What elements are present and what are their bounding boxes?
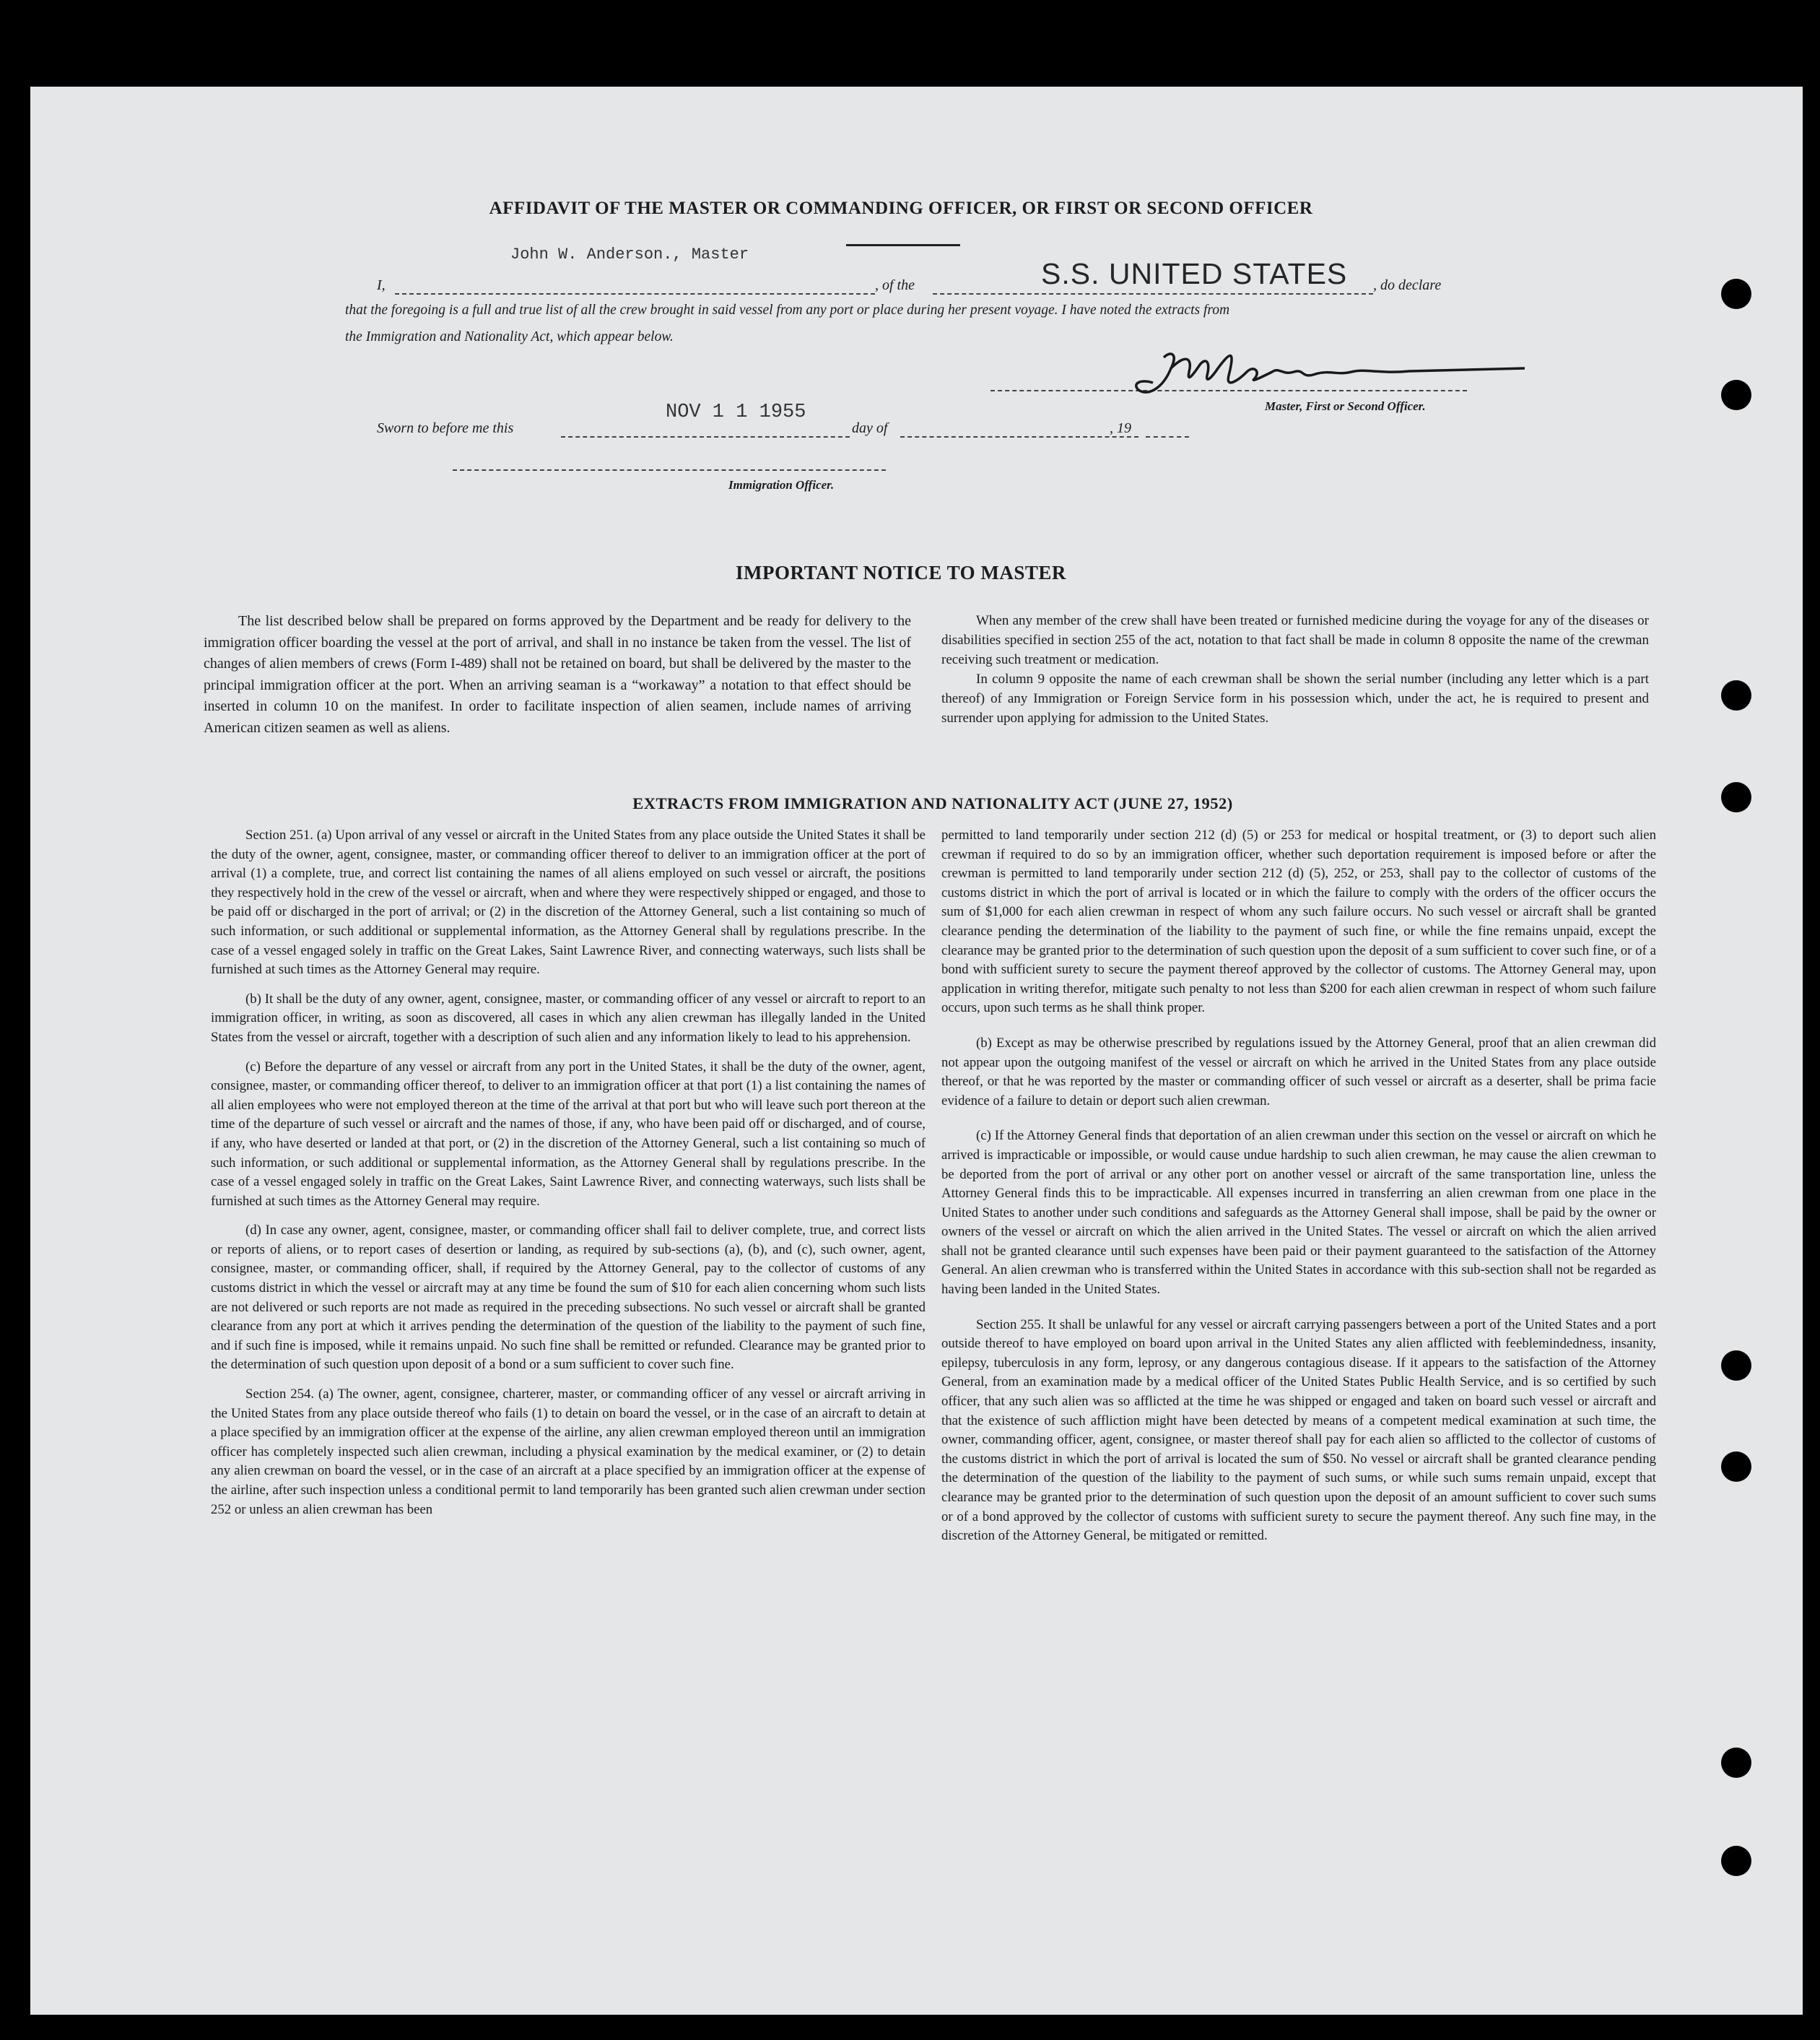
vessel-name: S.S. UNITED STATES bbox=[1041, 257, 1348, 290]
section-254a: Section 254. (a) The owner, agent, consignee, charterer, master, or commanding officer of any vessel or aircraft arriving in the United States from any place outside thereof who fails (1) to detain on board the vessel, or in the case of an aircraft to detain at a place specified by an immigration officer at the expense of the airline, any alien crewman employed thereon until an immigration officer has completely inspected such alien crewman, including a physical examination by the medical examiner, or (2) to detain any alien crewman on board the vessel, or in the case of an aircraft at a place specified by an immigration officer at the expense of the airline, after such inspection unless a conditional permit to land temporarily has been granted such alien crewman under section 252 or unless an alien crewman has been bbox=[211, 1386, 926, 1517]
section-251d: (d) In case any owner, agent, consignee, master, or commanding officer shall fail to deliver complete, true, and correct lists or reports of aliens, or to report cases of desertion or landing, as required by sub-sections (a), (b), and (c), such owner, agent, consignee, master, or commanding officer, shall, if required by the Attorney General, pay to the collector of customs of any customs district in which the vessel or aircraft may at any time be found the sum of $10 for each alien concerning whom such lists are not delivered or such reports are not made as required in the preceding subsections. No such vessel or aircraft shall be granted clearance from any port at which it arrives pending the determination of the question of the liability to the payment of such fine, and if such fine is imposed, while it remains unpaid. No such fine shall be remitted or refunded. Clearance may be granted prior to the determination of such question upon deposit of a bond or a sum sufficient to cover such fine. bbox=[211, 1223, 926, 1373]
punch-hole-8 bbox=[1721, 1846, 1751, 1876]
extracts-title: EXTRACTS FROM IMMIGRATION AND NATIONALITY ACT (JUNE 27, 1952) bbox=[632, 794, 1233, 812]
section-255: Section 255. It shall be unlawful for any vessel or aircraft carrying passengers between a port of the United States and a port outside thereof to have employed on board upon arrival in the United States any alien afflicted with feeblemindedness, insanity, epilepsy, tuberculosis in any form, leprosy, or any dangerous contagious disease. If it appears to the satisfaction of the Attorney General, from an examination made by a medical officer of the United States Public Health Service, and is so certified by such officer, that any such alien was so afflicted at the time he was shipped or engaged and taken on board such vessel or aircraft and that the existence of such affliction might have been detected by means of a competent medical examination at such time, the owner, commanding officer, agent, consignee, or master thereof shall pay for each alien so afflicted to the collector of customs of the customs district in which the port of arrival is located the sum of $50. No vessel or aircraft shall be granted clearance pending the determination of the question of the liability to the payment of such sums, or while such sums remain unpaid, except that clearance may be granted prior to the determination of such question upon the deposit of an amount sufficient to cover such sums or of a bond approved by the collector of customs with sufficient surety to secure the payment thereof. Any such fine may, in the discretion of the Attorney General, be mitigated or remitted. bbox=[941, 1316, 1656, 1544]
declaration-line-2: that the foregoing is a full and true list of all the crew brought in said vessel from any port or place during her present voyage. I have noted the extracts from bbox=[345, 303, 1230, 318]
notice-right-text-2: In column 9 opposite the name of each crewman shall be shown the serial number (including any letter which is a part thereof) of any Immigration or Foreign Service form in his possession which, under the act, he is required to present and surrender upon applying for admission to the United States. bbox=[941, 672, 1649, 726]
punch-hole-2 bbox=[1721, 380, 1751, 410]
title-rule bbox=[846, 244, 960, 246]
notice-right bbox=[941, 611, 1649, 728]
section-254b: (b) Except as may be otherwise prescribed by regulations issued by the Attorney General, proof that an alien crewman did not appear upon the outgoing manifest of the vessel or aircraft on which he arrived in the United States from any place outside thereof, or that he was reported by the master or commanding officer of such vessel or aircraft as a deserter, shall be prima facie evidence of a failure to detain or deport such alien crewman. bbox=[941, 1035, 1656, 1108]
name-line bbox=[395, 293, 875, 295]
sworn-text: Sworn to before me this bbox=[377, 420, 514, 436]
section-254a-cont: permitted to land temporarily under section 212 (d) (5) or 253 for medical or hospital treatment, or (3) to deport such alien crewman if required to do so by an immigration officer, whether such deportation requirement is imposed before or after the crewman is permitted to land temporarily under section 212 (d) (5), 252, or 253, shall pay to the collector of customs of the customs district in which the port of arrival is located or in which the failure to comply with the orders of the officer occurs the sum of $1,000 for each alien crewman in respect of whom any such failure occurs. No such vessel or aircraft shall be granted clearance pending the determination of the liability to the payment of such fine, or while the fine remains unpaid, except the clearance may be granted prior to the determination of such question upon the deposit of a sum sufficient to cover such fine, or of a bond with sufficient surety to secure the payment thereof approved by the collector of customs. The Attorney General may, upon application in writing therefor, mitigate such penalty to not less than $200 for each alien crewman in respect of whom such failure occurs, upon such terms as he shall think proper. bbox=[941, 828, 1656, 1016]
punch-hole-1 bbox=[1721, 279, 1751, 309]
signature bbox=[1120, 339, 1525, 408]
document-page bbox=[30, 87, 1803, 2015]
declare-of-the: , of the bbox=[875, 277, 915, 293]
officer-label: Immigration Officer. bbox=[728, 478, 835, 492]
punch-hole-4 bbox=[1721, 782, 1751, 812]
date-stamp: NOV 1 1 1955 bbox=[666, 402, 806, 423]
sworn-month-line bbox=[900, 436, 1138, 438]
notice-left bbox=[204, 611, 911, 739]
punch-hole-6 bbox=[1721, 1451, 1751, 1482]
notice-title: IMPORTANT NOTICE TO MASTER bbox=[736, 562, 1066, 583]
punch-hole-3 bbox=[1721, 680, 1751, 711]
section-254c: (c) If the Attorney General finds that deportation of an alien crewman under this section on the vessel or aircraft on which he arrived is impracticable or impossible, or would cause undue hardship to such alien crewman, he may cause the alien crewman to be deported from the port of arrival or any other port on another vessel or aircraft of the same transportation line, unless the Attorney General finds this to be impracticable. All expenses incurred in transferring an alien crewman from one place in the United States to another under such conditions and safeguards as the Attorney General shall impose, shall be paid by the owner or owners of the vessel or aircraft on which the alien arrived in the United States. The vessel or aircraft on which the alien arrived shall not be granted clearance until such expenses have been paid or their payment guaranteed to the satisfaction of the Attorney General. An alien crewman who is transferred within the United States in accordance with this sub-section shall not be regarded as having been landed in the United States. bbox=[941, 1128, 1656, 1298]
section-251a: Section 251. (a) Upon arrival of any vessel or aircraft in the United States from any place outside the United States it shall be the duty of the owner, agent, consignee, master, or commanding officer thereof to deliver to an immigration officer at the port of arrival (1) a complete, true, and correct list containing the names of all aliens employed on such vessel or aircraft, the positions they respectively hold in the crew of the vessel or aircraft, when and where they were respectively shipped or engaged, and those to be paid off or discharged in the port of arrival; or (2) in the discretion of the Attorney General, such a list containing so much of such information, or such additional or supplemental information, as the Attorney General shall by regulations prescribe. In the case of a vessel engaged solely in traffic on the Great Lakes, Saint Lawrence River, and connecting waterways, such lists shall be furnished at such times as the Attorney General may require. bbox=[211, 828, 926, 978]
sworn-day-line bbox=[561, 436, 850, 438]
year-line bbox=[1146, 436, 1189, 438]
declaration-line-3: the Immigration and Nationality Act, which appear below. bbox=[345, 329, 674, 344]
extracts-left-column bbox=[211, 826, 926, 1529]
notice-left-text: The list described below shall be prepared on forms approved by the Department and be ready for delivery to the immigration officer boarding the vessel at the port of arrival, and shall in no instance be taken from the vessel. The list of changes of alien members of crews (Form I-489) shall not be retained on board, but shall be delivered by the master to the principal immigration officer at the port. When an arriving seaman is a “workaway” a notation to that effect should be inserted in column 10 on the manifest. In order to facilitate inspection of alien seamen, include names of arriving American citizen seamen as well as aliens. bbox=[204, 613, 911, 736]
vessel-line bbox=[933, 293, 1373, 295]
day-of-text: day of bbox=[852, 420, 888, 436]
typed-name: John W. Anderson., Master bbox=[510, 246, 749, 264]
punch-hole-5 bbox=[1721, 1350, 1751, 1381]
affidavit-title: AFFIDAVIT OF THE MASTER OR COMMANDING OFFICER, OR FIRST OR SECOND OFFICER bbox=[489, 199, 1313, 218]
declare-i: I, bbox=[377, 277, 386, 293]
notice-right-text-1: When any member of the crew shall have been treated or furnished medicine during the voyage for any of the diseases or disabilities specified in section 255 of the act, notation to that fact shall be made in column 8 opposite the name of the crewman receiving such treatment or medication. bbox=[941, 613, 1649, 667]
section-251c: (c) Before the departure of any vessel or aircraft from any port in the United States, it shall be the duty of the owner, agent, consignee, master, or commanding officer thereof, to deliver to an immigration officer at that port (1) a list containing the names of all alien employees who were not employed thereon at the time of the arrival at that port but who will leave such port thereon at the time of the departure of such vessel or aircraft and the names of those, if any, who have been paid off or discharged, and of course, if any, who have deserted or landed at that port, or (2) in the discretion of the Attorney General, such a list containing so much of such information, or such additional or supplemental information, as the Attorney General shall by regulations prescribe. In the case of a vessel engaged solely in traffic on the Great Lakes, Saint Lawrence River, and connecting waterways, such lists shall be furnished at such times as the Attorney General may require. bbox=[211, 1059, 926, 1209]
section-251b: (b) It shall be the duty of any owner, agent, consignee, master, or commanding officer of any vessel or aircraft to report to an immigration officer, in writing, as soon as discovered, all cases in which any alien crewman has illegally landed in the United States from the vessel or aircraft, together with a description of such alien and any information likely to lead to his apprehension. bbox=[211, 991, 926, 1045]
officer-line bbox=[453, 469, 886, 471]
year-prefix: , 19 bbox=[1110, 420, 1131, 436]
signature-label: Master, First or Second Officer. bbox=[1265, 399, 1426, 413]
extracts-right-column bbox=[941, 826, 1656, 1556]
punch-hole-7 bbox=[1721, 1748, 1751, 1778]
declare-end: , do declare bbox=[1373, 277, 1442, 293]
